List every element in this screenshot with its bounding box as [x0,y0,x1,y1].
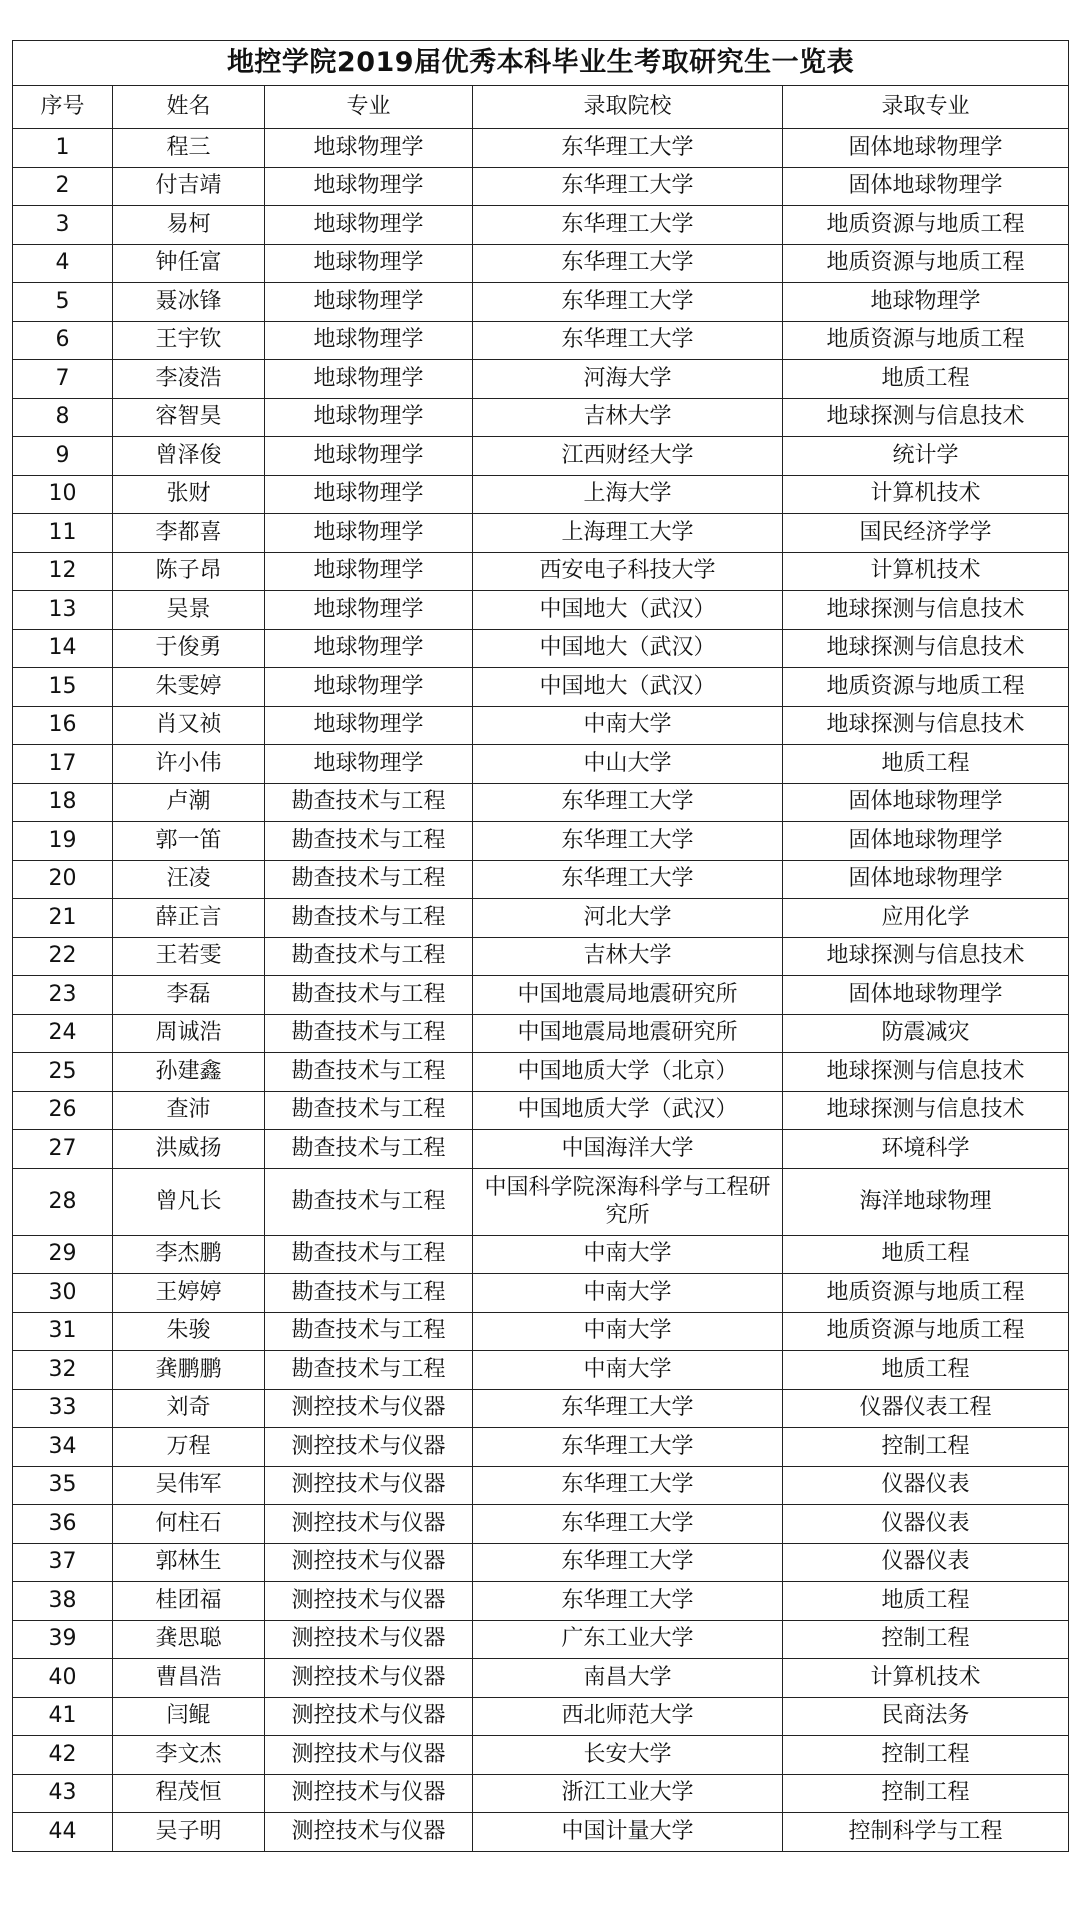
cell-index: 27 [13,1130,113,1169]
table-row [13,1235,1069,1274]
table-row [13,1312,1069,1351]
cell-major: 测控技术与仪器 [265,1428,473,1467]
table-row [13,591,1069,630]
cell-admitted-major: 环境科学 [783,1130,1069,1169]
cell-admitted-major: 地质资源与地质工程 [783,321,1069,360]
table-row [13,1813,1069,1852]
cell-name: 付吉靖 [113,167,265,206]
cell-major: 地球物理学 [265,745,473,784]
cell-index: 10 [13,475,113,514]
table-row [13,1543,1069,1582]
cell-major: 地球物理学 [265,706,473,745]
table-row [13,167,1069,206]
cell-major: 测控技术与仪器 [265,1736,473,1775]
cell-name: 万程 [113,1428,265,1467]
cell-index: 20 [13,860,113,899]
cell-admitted-major: 固体地球物理学 [783,822,1069,861]
cell-name: 卢潮 [113,783,265,822]
cell-major: 测控技术与仪器 [265,1466,473,1505]
cell-index: 28 [13,1168,113,1235]
cell-admitted-major: 控制科学与工程 [783,1813,1069,1852]
cell-index: 43 [13,1774,113,1813]
table-row [13,1505,1069,1544]
cell-admitted-major: 防震减灾 [783,1014,1069,1053]
cell-admitted-school: 上海理工大学 [473,514,783,553]
cell-admitted-school: 东华理工大学 [473,783,783,822]
cell-index: 18 [13,783,113,822]
cell-index: 2 [13,167,113,206]
cell-major: 测控技术与仪器 [265,1582,473,1621]
cell-admitted-major: 地质资源与地质工程 [783,668,1069,707]
cell-admitted-school: 中国地大（武汉） [473,629,783,668]
cell-name: 孙建鑫 [113,1053,265,1092]
cell-name: 李凌浩 [113,360,265,399]
cell-index: 32 [13,1351,113,1390]
cell-major: 地球物理学 [265,475,473,514]
cell-admitted-major: 地质工程 [783,1582,1069,1621]
cell-admitted-school: 中国地大（武汉） [473,591,783,630]
table-row [13,1168,1069,1235]
cell-admitted-major: 固体地球物理学 [783,167,1069,206]
cell-admitted-school: 东华理工大学 [473,1505,783,1544]
cell-admitted-school: 东华理工大学 [473,1466,783,1505]
cell-name: 周诚浩 [113,1014,265,1053]
cell-admitted-school: 中国地震局地震研究所 [473,976,783,1015]
cell-admitted-major: 地球探测与信息技术 [783,937,1069,976]
table-row [13,1697,1069,1736]
cell-name: 洪威扬 [113,1130,265,1169]
cell-admitted-major: 地质工程 [783,745,1069,784]
cell-index: 12 [13,552,113,591]
cell-name: 查沛 [113,1091,265,1130]
cell-index: 29 [13,1235,113,1274]
cell-index: 44 [13,1813,113,1852]
title-row [13,41,1069,86]
cell-admitted-major: 地质资源与地质工程 [783,1274,1069,1313]
cell-admitted-school: 中国地震局地震研究所 [473,1014,783,1053]
cell-name: 聂冰锋 [113,283,265,322]
cell-name: 易柯 [113,206,265,245]
cell-admitted-major: 固体地球物理学 [783,976,1069,1015]
table-row [13,706,1069,745]
cell-name: 曾泽俊 [113,437,265,476]
admission-table [12,40,1069,1852]
cell-name: 吴子明 [113,1813,265,1852]
cell-major: 地球物理学 [265,360,473,399]
cell-admitted-major: 地球探测与信息技术 [783,706,1069,745]
cell-major: 测控技术与仪器 [265,1813,473,1852]
cell-major: 勘查技术与工程 [265,1014,473,1053]
cell-admitted-major: 仪器仪表 [783,1543,1069,1582]
cell-admitted-school: 东华理工大学 [473,1389,783,1428]
table-row [13,244,1069,283]
cell-admitted-school: 中南大学 [473,1235,783,1274]
cell-index: 37 [13,1543,113,1582]
cell-name: 薛正言 [113,899,265,938]
cell-admitted-major: 仪器仪表 [783,1505,1069,1544]
cell-name: 吴景 [113,591,265,630]
cell-name: 张财 [113,475,265,514]
cell-index: 1 [13,129,113,168]
cell-admitted-major: 控制工程 [783,1774,1069,1813]
cell-admitted-major: 地球物理学 [783,283,1069,322]
cell-major: 测控技术与仪器 [265,1620,473,1659]
cell-major: 测控技术与仪器 [265,1505,473,1544]
cell-admitted-major: 统计学 [783,437,1069,476]
table-row [13,1014,1069,1053]
cell-admitted-major: 控制工程 [783,1620,1069,1659]
cell-major: 勘查技术与工程 [265,1235,473,1274]
header-index: 序号 [13,86,113,129]
cell-index: 31 [13,1312,113,1351]
cell-name: 朱骏 [113,1312,265,1351]
header-row [13,86,1069,129]
header-admitted-major: 录取专业 [783,86,1069,129]
cell-admitted-major: 计算机技术 [783,552,1069,591]
cell-index: 17 [13,745,113,784]
cell-admitted-major: 地质工程 [783,1351,1069,1390]
cell-name: 刘奇 [113,1389,265,1428]
cell-admitted-major: 地球探测与信息技术 [783,1091,1069,1130]
cell-admitted-school: 中南大学 [473,1351,783,1390]
cell-admitted-major: 地质资源与地质工程 [783,1312,1069,1351]
cell-major: 测控技术与仪器 [265,1697,473,1736]
cell-name: 朱雯婷 [113,668,265,707]
cell-admitted-school: 河海大学 [473,360,783,399]
cell-admitted-school: 浙江工业大学 [473,1774,783,1813]
cell-admitted-major: 计算机技术 [783,1659,1069,1698]
cell-name: 李杰鹏 [113,1235,265,1274]
cell-admitted-school: 东华理工大学 [473,860,783,899]
cell-index: 14 [13,629,113,668]
cell-name: 于俊勇 [113,629,265,668]
cell-major: 勘查技术与工程 [265,937,473,976]
cell-admitted-school: 东华理工大学 [473,244,783,283]
cell-index: 41 [13,1697,113,1736]
cell-admitted-school: 江西财经大学 [473,437,783,476]
cell-major: 地球物理学 [265,206,473,245]
cell-admitted-school: 东华理工大学 [473,822,783,861]
cell-major: 勘查技术与工程 [265,899,473,938]
cell-major: 地球物理学 [265,129,473,168]
cell-admitted-school: 长安大学 [473,1736,783,1775]
table-row [13,976,1069,1015]
cell-major: 勘查技术与工程 [265,1274,473,1313]
cell-name: 陈子昂 [113,552,265,591]
cell-admitted-school: 中国地质大学（武汉） [473,1091,783,1130]
cell-name: 李文杰 [113,1736,265,1775]
cell-index: 21 [13,899,113,938]
table-row [13,745,1069,784]
table-row [13,1736,1069,1775]
cell-index: 11 [13,514,113,553]
cell-major: 测控技术与仪器 [265,1543,473,1582]
cell-admitted-school: 中国计量大学 [473,1813,783,1852]
cell-index: 23 [13,976,113,1015]
cell-index: 26 [13,1091,113,1130]
cell-major: 地球物理学 [265,668,473,707]
cell-index: 24 [13,1014,113,1053]
cell-name: 王婷婷 [113,1274,265,1313]
table-row [13,552,1069,591]
cell-index: 15 [13,668,113,707]
cell-admitted-major: 地球探测与信息技术 [783,629,1069,668]
cell-name: 肖又祯 [113,706,265,745]
table-row [13,1053,1069,1092]
cell-major: 勘查技术与工程 [265,1312,473,1351]
cell-admitted-major: 控制工程 [783,1428,1069,1467]
cell-name: 何柱石 [113,1505,265,1544]
cell-index: 36 [13,1505,113,1544]
cell-admitted-school: 东华理工大学 [473,1582,783,1621]
cell-index: 33 [13,1389,113,1428]
cell-name: 郭一笛 [113,822,265,861]
table-row [13,1774,1069,1813]
cell-name: 王宇钦 [113,321,265,360]
cell-index: 22 [13,937,113,976]
cell-major: 地球物理学 [265,629,473,668]
cell-index: 9 [13,437,113,476]
cell-admitted-school: 东华理工大学 [473,206,783,245]
cell-admitted-school: 广东工业大学 [473,1620,783,1659]
table-row [13,668,1069,707]
table-row [13,860,1069,899]
cell-name: 钟任富 [113,244,265,283]
cell-admitted-school: 中国地质大学（北京） [473,1053,783,1092]
cell-admitted-major: 固体地球物理学 [783,860,1069,899]
table-row [13,629,1069,668]
cell-name: 曾凡长 [113,1168,265,1235]
cell-admitted-school: 中山大学 [473,745,783,784]
table-row [13,1351,1069,1390]
cell-name: 龚鹏鹏 [113,1351,265,1390]
cell-admitted-school: 中国科学院深海科学与工程研究所 [473,1168,783,1235]
cell-admitted-school: 东华理工大学 [473,129,783,168]
cell-admitted-major: 地球探测与信息技术 [783,591,1069,630]
cell-admitted-school: 东华理工大学 [473,283,783,322]
cell-name: 程三 [113,129,265,168]
cell-admitted-school: 南昌大学 [473,1659,783,1698]
cell-name: 李磊 [113,976,265,1015]
cell-index: 16 [13,706,113,745]
table-row [13,1389,1069,1428]
cell-admitted-major: 应用化学 [783,899,1069,938]
cell-major: 地球物理学 [265,244,473,283]
cell-major: 地球物理学 [265,167,473,206]
table-row [13,899,1069,938]
cell-name: 龚思聪 [113,1620,265,1659]
cell-admitted-school: 中国海洋大学 [473,1130,783,1169]
table-row [13,321,1069,360]
cell-index: 39 [13,1620,113,1659]
cell-index: 30 [13,1274,113,1313]
cell-major: 测控技术与仪器 [265,1774,473,1813]
cell-index: 5 [13,283,113,322]
cell-major: 地球物理学 [265,514,473,553]
cell-index: 38 [13,1582,113,1621]
cell-admitted-school: 上海大学 [473,475,783,514]
cell-major: 测控技术与仪器 [265,1659,473,1698]
cell-index: 19 [13,822,113,861]
table-row [13,1582,1069,1621]
cell-admitted-school: 吉林大学 [473,937,783,976]
cell-major: 地球物理学 [265,437,473,476]
cell-major: 勘查技术与工程 [265,1091,473,1130]
table-row [13,783,1069,822]
cell-major: 勘查技术与工程 [265,976,473,1015]
cell-index: 40 [13,1659,113,1698]
cell-index: 25 [13,1053,113,1092]
cell-major: 勘查技术与工程 [265,822,473,861]
table-row [13,283,1069,322]
cell-admitted-major: 民商法务 [783,1697,1069,1736]
cell-admitted-major: 控制工程 [783,1736,1069,1775]
cell-admitted-major: 固体地球物理学 [783,783,1069,822]
table-row [13,206,1069,245]
cell-admitted-school: 中南大学 [473,1274,783,1313]
cell-admitted-major: 地球探测与信息技术 [783,398,1069,437]
cell-major: 勘查技术与工程 [265,783,473,822]
cell-admitted-major: 地球探测与信息技术 [783,1053,1069,1092]
cell-name: 李都喜 [113,514,265,553]
cell-index: 7 [13,360,113,399]
cell-major: 地球物理学 [265,552,473,591]
cell-admitted-school: 西安电子科技大学 [473,552,783,591]
cell-admitted-school: 东华理工大学 [473,1543,783,1582]
cell-admitted-major: 地质工程 [783,360,1069,399]
cell-index: 34 [13,1428,113,1467]
cell-name: 桂团福 [113,1582,265,1621]
table-row [13,822,1069,861]
cell-major: 勘查技术与工程 [265,860,473,899]
cell-admitted-major: 仪器仪表 [783,1466,1069,1505]
cell-name: 容智昊 [113,398,265,437]
cell-index: 13 [13,591,113,630]
cell-name: 许小伟 [113,745,265,784]
cell-name: 王若雯 [113,937,265,976]
cell-major: 勘查技术与工程 [265,1168,473,1235]
cell-major: 勘查技术与工程 [265,1130,473,1169]
cell-major: 地球物理学 [265,398,473,437]
cell-admitted-major: 地质资源与地质工程 [783,206,1069,245]
header-admitted-school: 录取院校 [473,86,783,129]
table-row [13,1130,1069,1169]
cell-name: 郭林生 [113,1543,265,1582]
cell-name: 吴伟军 [113,1466,265,1505]
table-row [13,398,1069,437]
cell-admitted-school: 中国地大（武汉） [473,668,783,707]
cell-major: 测控技术与仪器 [265,1389,473,1428]
cell-admitted-major: 地质工程 [783,1235,1069,1274]
table-row [13,360,1069,399]
table-row [13,437,1069,476]
cell-name: 曹昌浩 [113,1659,265,1698]
cell-name: 闫鲲 [113,1697,265,1736]
cell-major: 地球物理学 [265,591,473,630]
cell-admitted-major: 国民经济学学 [783,514,1069,553]
header-name: 姓名 [113,86,265,129]
cell-admitted-major: 固体地球物理学 [783,129,1069,168]
cell-admitted-school: 东华理工大学 [473,1428,783,1467]
cell-index: 6 [13,321,113,360]
cell-name: 汪凌 [113,860,265,899]
cell-admitted-school: 河北大学 [473,899,783,938]
cell-major: 地球物理学 [265,283,473,322]
cell-index: 42 [13,1736,113,1775]
table-row [13,514,1069,553]
cell-admitted-school: 吉林大学 [473,398,783,437]
cell-admitted-major: 海洋地球物理 [783,1168,1069,1235]
table-row [13,1659,1069,1698]
cell-admitted-school: 中南大学 [473,706,783,745]
table-row [13,1274,1069,1313]
cell-admitted-school: 东华理工大学 [473,321,783,360]
table-row [13,1466,1069,1505]
table-row [13,1428,1069,1467]
cell-index: 8 [13,398,113,437]
cell-index: 4 [13,244,113,283]
cell-admitted-major: 计算机技术 [783,475,1069,514]
cell-major: 地球物理学 [265,321,473,360]
cell-name: 程茂恒 [113,1774,265,1813]
table-row [13,1620,1069,1659]
cell-admitted-major: 仪器仪表工程 [783,1389,1069,1428]
cell-admitted-school: 中南大学 [473,1312,783,1351]
cell-index: 35 [13,1466,113,1505]
table-row [13,475,1069,514]
table-title: 地控学院2019届优秀本科毕业生考取研究生一览表 [13,41,1069,86]
table-row [13,937,1069,976]
cell-index: 3 [13,206,113,245]
cell-admitted-school: 东华理工大学 [473,167,783,206]
table-row [13,129,1069,168]
cell-admitted-major: 地质资源与地质工程 [783,244,1069,283]
cell-admitted-school: 西北师范大学 [473,1697,783,1736]
table-row [13,1091,1069,1130]
cell-major: 勘查技术与工程 [265,1351,473,1390]
header-major: 专业 [265,86,473,129]
cell-major: 勘查技术与工程 [265,1053,473,1092]
